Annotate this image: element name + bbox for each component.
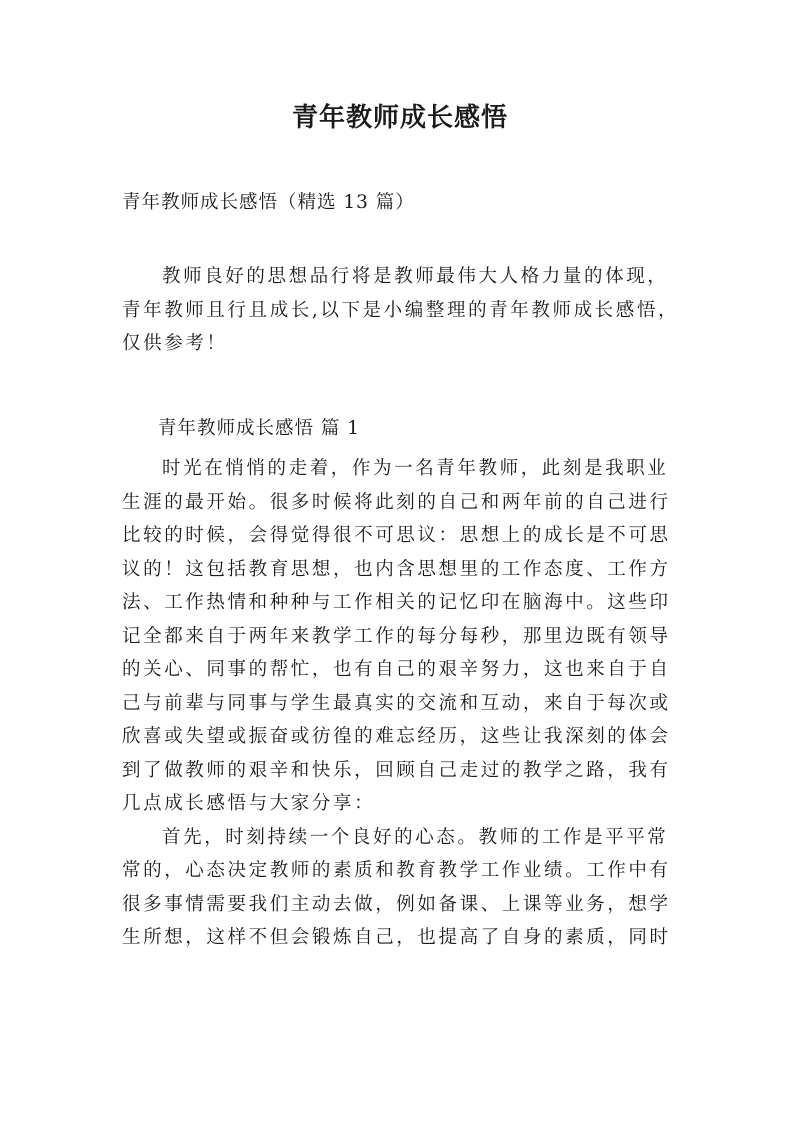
article-body xyxy=(122,452,687,955)
section-heading: 青年教师成长感悟 篇 1 xyxy=(158,418,361,439)
intro-line: 青年教师且行且成长,以下是小编整理的青年教师成长感悟， xyxy=(122,299,680,321)
document-subtitle: 青年教师成长感悟（精选 13 篇） xyxy=(122,192,415,213)
paragraph-line: 的关心、同事的帮忙，也有自己的艰辛努力，这也来自于自 xyxy=(122,659,671,680)
paragraph-line: 法、工作热情和种种与工作相关的记忆印在脑海中。这些印 xyxy=(122,592,671,613)
paragraph-line: 生涯的最开始。很多时候将此刻的自己和两年前的自己进行 xyxy=(122,491,671,513)
document-title: 青年教师成长感悟 xyxy=(291,103,508,133)
paragraph-line: 议的！这包括教育思想，也内含思想里的工作态度、工作方 xyxy=(122,558,671,580)
paragraph-2 xyxy=(122,821,687,955)
paragraph-line: 到了做教师的艰辛和快乐，回顾自己走过的教学之路，我有 xyxy=(122,759,671,781)
paragraph-line: 欣喜或失望或振奋或彷徨的难忘经历，这些让我深刻的体会 xyxy=(122,726,671,747)
paragraph-line: 记全都来自于两年来教学工作的每分每秒，那里边既有领导 xyxy=(122,625,671,647)
paragraph-line: 比较的时候，会得觉得很不可思议：思想上的成长是不可思 xyxy=(122,525,671,546)
paragraph-1 xyxy=(122,452,687,821)
paragraph-line: 时光在悄悄的走着，作为一名青年教师，此刻是我职业 xyxy=(162,458,669,479)
paragraph-line: 几点成长感悟与大家分享： xyxy=(122,793,376,814)
intro-paragraph xyxy=(122,260,687,361)
paragraph-line: 常的，心态决定教师的素质和教育教学工作业绩。工作中有 xyxy=(122,860,671,881)
paragraph-line: 首先，时刻持续一个良好的心态。教师的工作是平平常 xyxy=(162,826,669,848)
paragraph-line: 己与前辈与同事与学生最真实的交流和互动，来自于每次或 xyxy=(122,692,671,714)
paragraph-line: 很多事情需要我们主动去做，例如备课、上课等业务，想学 xyxy=(122,893,671,915)
intro-line: 仅供参考！ xyxy=(122,333,228,354)
intro-line: 教师良好的思想品行将是教师最伟大人格力量的体现， xyxy=(162,266,669,287)
paragraph-line: 生所想，这样不但会锻炼自己，也提高了自身的素质，同时 xyxy=(122,927,671,948)
